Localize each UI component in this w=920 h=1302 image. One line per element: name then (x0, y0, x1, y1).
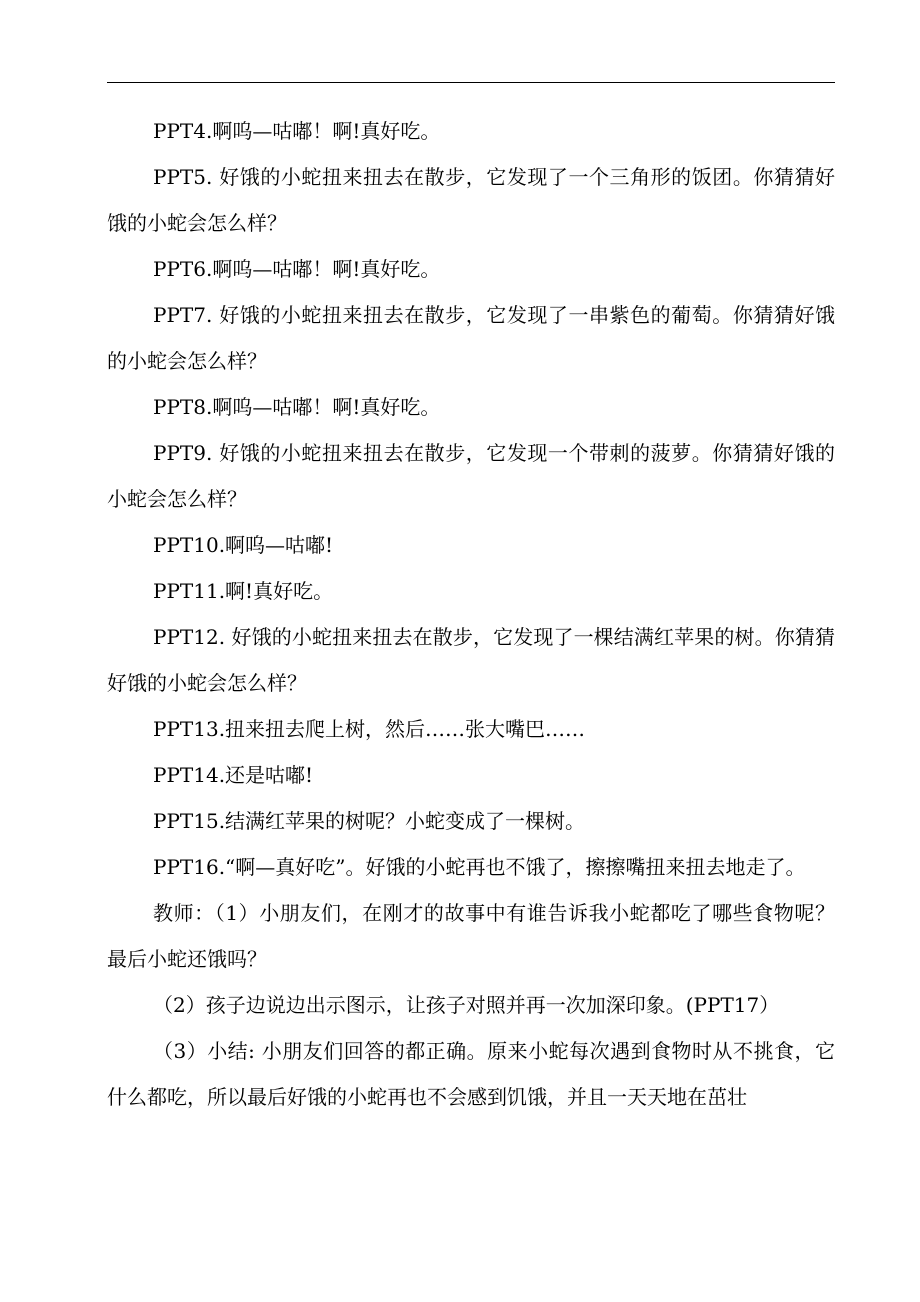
paragraph: PPT8.啊呜—咕嘟！啊!真好吃。 (153, 395, 441, 419)
paragraph: （3）小结: 小朋友们回答的都正确。原来小蛇每次遇到食物时从不挑食，它什么都吃，所以最后好饿的小蛇再也不会感到饥饿，并且一天天地在茁壮 (107, 1039, 835, 1109)
paragraph: PPT9. 好饿的小蛇扭来扭去在散步，它发现一个带刺的菠萝。你猜猜好饿的小蛇会怎么样？ (107, 441, 835, 511)
paragraph: PPT4.啊呜—咕嘟！啊!真好吃。 (153, 119, 441, 143)
paragraph: PPT16.“啊—真好吃”。好饿的小蛇再也不饿了，擦擦嘴扭来扭去地走了。 (153, 855, 806, 879)
paragraph: PPT11.啊!真好吃。 (153, 579, 334, 603)
document-body (107, 108, 835, 1120)
header-rule (107, 82, 835, 83)
paragraph: PPT12. 好饿的小蛇扭来扭去在散步，它发现了一棵结满红苹果的树。你猜猜好饿的小蛇会怎么样？ (107, 625, 835, 695)
paragraph: 教师：（1）小朋友们，在刚才的故事中有谁告诉我小蛇都吃了哪些食物呢？最后小蛇还饿吗？ (107, 901, 835, 971)
paragraph: （2）孩子边说边出示图示，让孩子对照并再一次加深印象。(PPT17） (153, 993, 780, 1017)
paragraph: PPT14.还是咕嘟! (153, 763, 314, 787)
paragraph: PPT13.扭来扭去爬上树，然后……张大嘴巴…… (153, 717, 586, 741)
paragraph: PPT7. 好饿的小蛇扭来扭去在散步，它发现了一串紫色的葡萄。你猜猜好饿的小蛇会怎么样？ (107, 303, 835, 373)
paragraph: PPT15.结满红苹果的树呢？小蛇变成了一棵树。 (153, 809, 586, 833)
paragraph: PPT5. 好饿的小蛇扭来扭去在散步，它发现了一个三角形的饭团。你猜猜好饿的小蛇会怎么样？ (107, 165, 835, 235)
paragraph: PPT10.啊呜—咕嘟! (153, 533, 334, 557)
paragraph: PPT6.啊呜—咕嘟！啊!真好吃。 (153, 257, 441, 281)
